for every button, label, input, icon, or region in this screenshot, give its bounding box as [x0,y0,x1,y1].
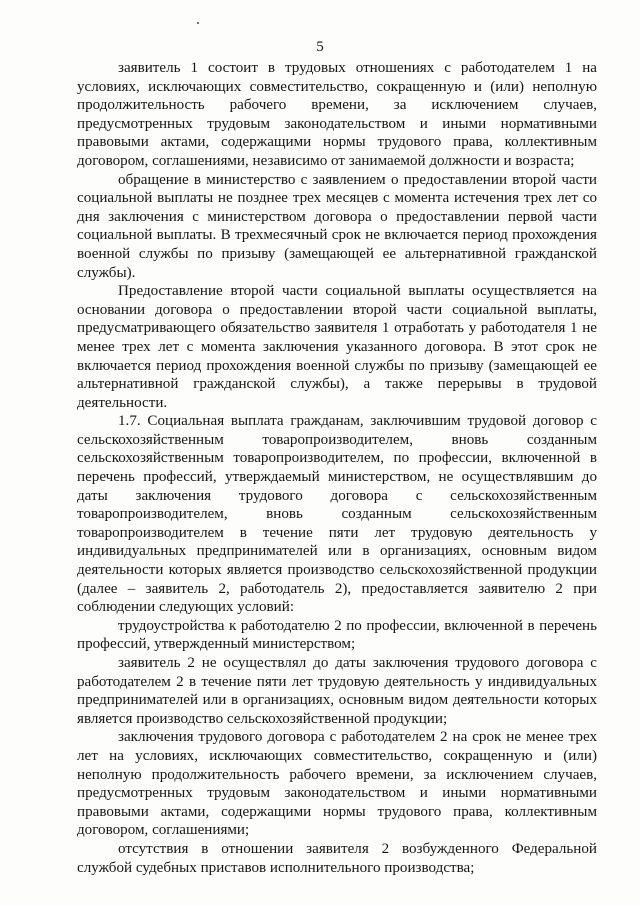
paragraph-condition-no-prior-work: заявитель 2 не осуществлял до даты заключения трудового договора с работодателем 2 в течение пяти лет трудовую деятельность у индивидуальных предпринимателей или в организациях, основным видом деятельности которых является производство сельскохозяйственной продукции; [77,655,597,727]
paragraph-second-part-application: обращение в министерство с заявлением о предоставлении второй части социальной выплаты не позднее трех месяцев с момента истечения трех лет со дня заключения с министерством договора о предоставлении первой части социальной выплаты. В трехмесячный срок не включается период прохождения военной службы по призыву (замещающей ее альтернативной гражданской службы). [77,171,597,281]
paragraph-condition-no-enforcement: отсутствия в отношении заявителя 2 возбужденного Федеральной службой судебных приставов исполнительного производства; [77,840,597,876]
paragraph-section-1-7: 1.7. Социальная выплата гражданам, заключившим трудовой договор с сельскохозяйственным товаропроизводителем, вновь созданным сельскохозяйственным товаропроизводителем, по профессии, включенной в перечень профессий, утверждаемый министерством, не осуществлявшим до даты заключения трудового договора с сельскохозяйственным товаропроизводителем, вновь созданным сельскохозяйственным товаропроизводителем в течение пяти лет трудовую деятельность у индивидуальных предпринимателей или в организациях, основным видом деятельности которых является производство сельскохозяйственной продукции (далее – заявитель 2, работодатель 2), предоставляется заявителю 2 при соблюдении следующих условий: [77,413,597,616]
paragraph-second-part-provision: Предоставление второй части социальной выплаты осуществляется на основании договора о предоставлении второй части социальной выплаты, предусматривающего обязательство заявителя 1 отработать у работодателя 1 не менее трех лет с момента заключения указанного договора. В этот срок не включается период прохождения военной службы по призыву (замещающей ее альтернативной гражданской службы), а также перерывы в трудовой деятельности. [77,283,597,411]
paragraph-employment-conditions: заявитель 1 состоит в трудовых отношениях с работодателем 1 на условиях, исключающих совместительство, сокращенную и (или) неполную продолжительность рабочего времени, за исключением случаев, предусмотренных трудовым законодательством и иными нормативными правовыми актами, содержащими нормы трудового права, коллективным договором, соглашениями, независимо от занимаемой должности и возраста; [77,60,597,169]
paragraph-condition-employment: трудоустройства к работодателю 2 по профессии, включенной в перечень профессий, утвержденный министерством; [77,617,597,653]
document-body [77,59,597,877]
scan-speck [197,22,199,24]
page-number: 5 [316,39,324,55]
paragraph-condition-contract-term: заключения трудового договора с работодателем 2 на срок не менее трех лет на условиях, исключающих совместительство, сокращенную и (или) неполную продолжительность рабочего времени, за исключением случаев, предусмотренных трудовым законодательством и иными нормативными правовыми актами, содержащими нормы трудового права, коллективным договором, соглашениями; [77,729,597,839]
